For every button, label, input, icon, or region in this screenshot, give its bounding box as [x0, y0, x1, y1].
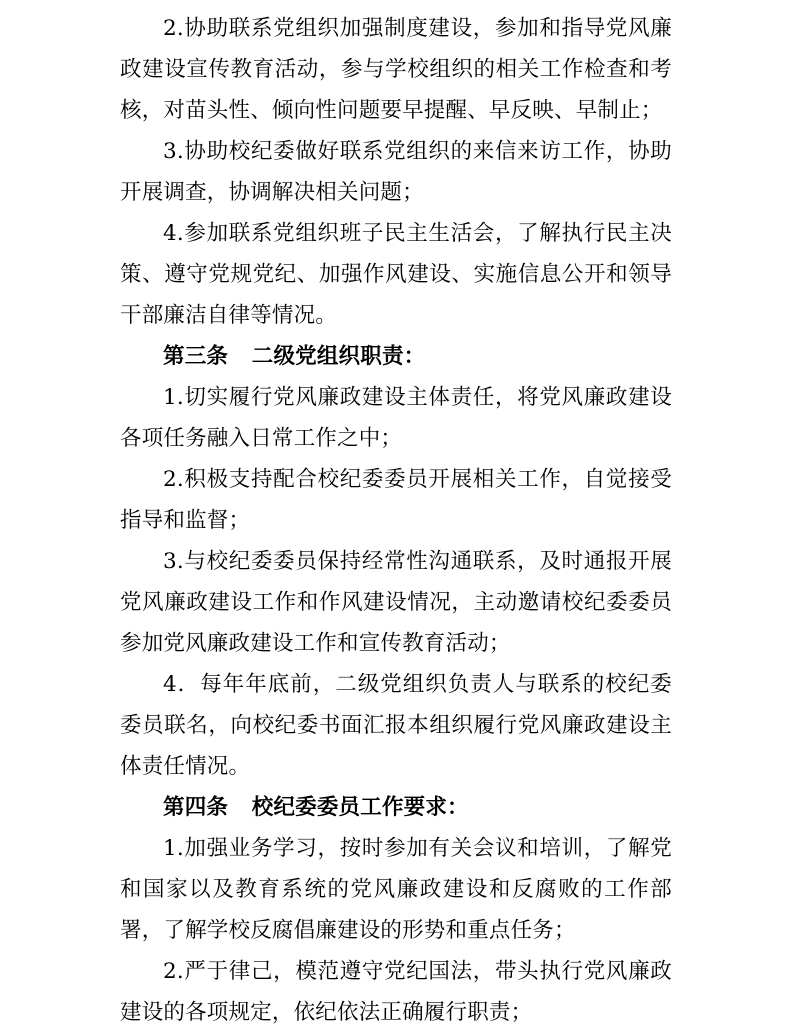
- paragraph-4: 4.参加联系党组织班子民主生活会，了解执行民主决策、遵守党规党纪、加强作风建设、实施信息公开和领导干部廉洁自律等情况。: [120, 221, 672, 328]
- paragraph-2: 2.协助联系党组织加强制度建设，参加和指导党风廉政建设宣传教育活动，参与学校组织的相关工作检查和考核，对苗头性、倾向性问题要早提醒、早反映、早制止；: [120, 16, 672, 123]
- paragraph-4-1: 1.加强业务学习，按时参加有关会议和培训，了解党和国家以及教育系统的党风廉政建设和反腐败的工作部署，了解学校反腐倡廉建设的形势和重点任务；: [120, 836, 672, 943]
- article-number: 第四条: [163, 795, 229, 820]
- paragraph-3-1: 1.切实履行党风廉政建设主体责任，将党风廉政建设各项任务融入日常工作之中；: [120, 385, 672, 451]
- paragraph-4-2: 2.严于律己，模范遵守党纪国法，带头执行党风廉政建设的各项规定，依纪依法正确履行职责；: [120, 959, 672, 1025]
- article-number: 第三条: [163, 344, 229, 369]
- article-heading-3: [120, 336, 672, 377]
- article-heading-4: [120, 787, 672, 828]
- document-body: [120, 8, 672, 1033]
- paragraph-3-2: 2.积极支持配合校纪委委员开展相关工作，自觉接受指导和监督；: [120, 467, 672, 533]
- paragraph-3: 3.协助校纪委做好联系党组织的来信来访工作，协助开展调查，协调解决相关问题；: [120, 139, 672, 205]
- article-title: 二级党组织职责：: [251, 344, 426, 369]
- paragraph-3-3: 3.与校纪委委员保持经常性沟通联系，及时通报开展党风廉政建设工作和作风建设情况，主动邀请校纪委委员参加党风廉政建设工作和宣传教育活动；: [120, 549, 672, 656]
- article-title: 校纪委委员工作要求：: [251, 795, 469, 820]
- paragraph-3-4: 4．每年年底前，二级党组织负责人与联系的校纪委委员联名，向校纪委书面汇报本组织履行党风廉政建设主体责任情况。: [120, 672, 672, 779]
